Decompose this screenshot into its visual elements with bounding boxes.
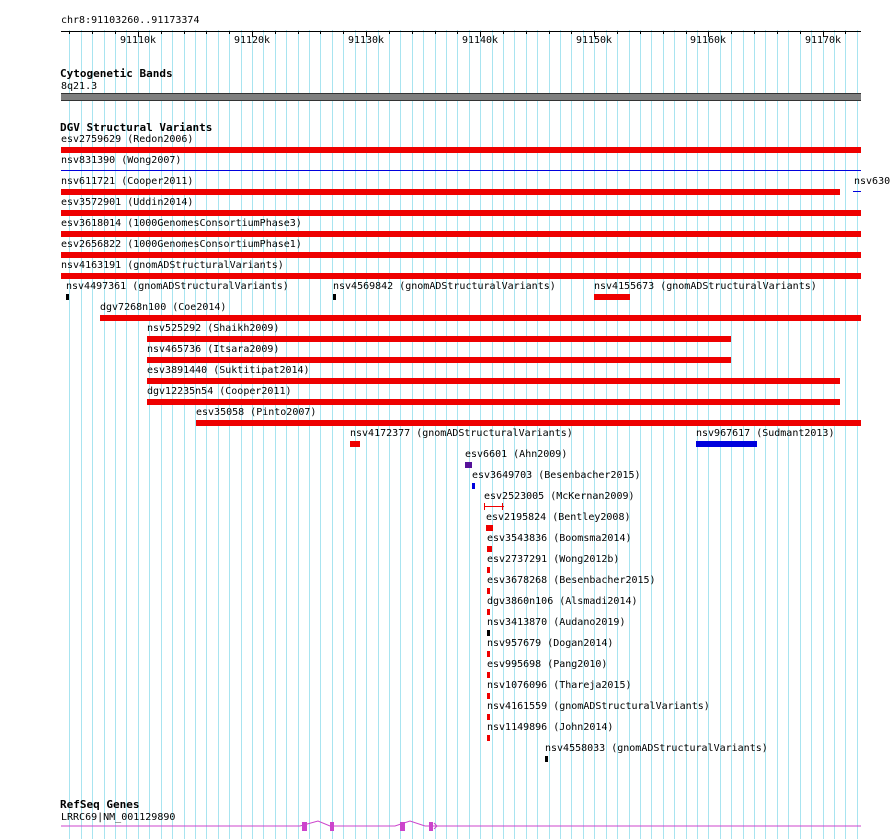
ruler-minor-tick xyxy=(229,31,230,34)
ruler-minor-tick xyxy=(412,31,413,34)
ruler-minor-tick xyxy=(480,31,481,34)
variant-label: esv3678268 (Besenbacher2015) xyxy=(487,575,656,586)
ruler-minor-tick xyxy=(617,31,618,34)
ruler-minor-tick xyxy=(115,31,116,34)
gene-exon xyxy=(400,822,405,831)
variant-label: nsv1076096 (Thareja2015) xyxy=(487,680,632,691)
position-label: chr8:91103260..91173374 xyxy=(61,15,200,26)
variant-label: esv2523005 (McKernan2009) xyxy=(484,491,635,502)
variant-label: nsv4155673 (gnomADStructuralVariants) xyxy=(594,281,817,292)
ruler-minor-tick xyxy=(549,31,550,34)
gene-exon xyxy=(302,822,307,831)
cytoband-bar xyxy=(61,93,861,101)
ruler-minor-tick xyxy=(845,31,846,34)
variant-bar[interactable] xyxy=(196,420,861,426)
ruler-minor-tick xyxy=(320,31,321,34)
ruler-minor-tick xyxy=(708,31,709,34)
variant-label: nsv4161559 (gnomADStructuralVariants) xyxy=(487,701,710,712)
variant-bar[interactable] xyxy=(147,399,840,405)
variant-label: nsv831390 (Wong2007) xyxy=(61,155,182,166)
ruler-tick-label: 91130k xyxy=(347,35,385,46)
ruler-minor-tick xyxy=(69,31,70,34)
ruler-minor-tick xyxy=(526,31,527,34)
ruler-minor-tick xyxy=(206,31,207,34)
variant-bar[interactable] xyxy=(487,735,490,741)
variant-bar[interactable] xyxy=(465,462,472,468)
variant-label: esv3543836 (Boomsma2014) xyxy=(487,533,632,544)
ruler-minor-tick xyxy=(252,31,253,34)
ruler-minor-tick xyxy=(184,31,185,34)
variant-bar[interactable] xyxy=(545,756,548,762)
variant-bar[interactable] xyxy=(61,147,861,153)
ruler-minor-tick xyxy=(92,31,93,34)
variant-bar[interactable] xyxy=(61,210,861,216)
variant-label: esv6601 (Ahn2009) xyxy=(465,449,568,460)
variant-bar[interactable] xyxy=(487,609,490,615)
ruler-line xyxy=(61,31,861,32)
variant-bar[interactable] xyxy=(853,191,861,192)
variant-label: nsv1149896 (John2014) xyxy=(487,722,614,733)
dgv-track-title: DGV Structural Variants xyxy=(60,121,213,134)
variant-bar[interactable] xyxy=(333,294,336,300)
variant-label: nsv4172377 (gnomADStructuralVariants) xyxy=(350,428,573,439)
variant-bar[interactable] xyxy=(61,252,861,258)
variant-bar[interactable] xyxy=(487,651,490,657)
variant-label: esv3572901 (Uddin2014) xyxy=(61,197,194,208)
variant-label: esv35058 (Pinto2007) xyxy=(196,407,317,418)
ruler-minor-tick xyxy=(731,31,732,34)
variant-label: dgv7268n100 (Coe2014) xyxy=(100,302,227,313)
variant-label: nsv4558033 (gnomADStructuralVariants) xyxy=(545,743,768,754)
gene-label: LRRC69|NM_001129890 xyxy=(61,812,176,823)
gene-model[interactable] xyxy=(0,818,890,839)
variant-label: esv2759629 (Redon2006) xyxy=(61,134,194,145)
variant-bar[interactable] xyxy=(487,630,490,636)
variant-bar[interactable] xyxy=(487,588,490,594)
variant-bar[interactable] xyxy=(61,231,861,237)
ruler-minor-tick xyxy=(161,31,162,34)
variant-bar[interactable] xyxy=(696,441,757,447)
ruler-tick-label: 91150k xyxy=(575,35,613,46)
variant-bar[interactable] xyxy=(487,546,492,552)
variant-label: esv3649703 (Besenbacher2015) xyxy=(472,470,641,481)
ruler-minor-tick xyxy=(754,31,755,34)
variant-label: nsv4497361 (gnomADStructuralVariants) xyxy=(66,281,289,292)
variant-label: esv2656822 (1000GenomesConsortiumPhase1) xyxy=(61,239,302,250)
variant-bar[interactable] xyxy=(594,294,630,300)
ruler-minor-tick xyxy=(663,31,664,34)
ruler-minor-tick xyxy=(503,31,504,34)
variant-bar[interactable] xyxy=(61,170,861,171)
variant-label: esv2737291 (Wong2012b) xyxy=(487,554,620,565)
ruler-minor-tick xyxy=(343,31,344,34)
variant-label: nsv4569842 (gnomADStructuralVariants) xyxy=(333,281,556,292)
variant-bar[interactable] xyxy=(147,336,731,342)
ruler-minor-tick xyxy=(138,31,139,34)
variant-label: nsv967617 (Sudmant2013) xyxy=(696,428,835,439)
ruler-minor-tick xyxy=(777,31,778,34)
ruler-minor-tick xyxy=(800,31,801,34)
variant-label: esv3618014 (1000GenomesConsortiumPhase3) xyxy=(61,218,302,229)
variant-label: nsv3413870 (Audano2019) xyxy=(487,617,626,628)
ruler-minor-tick xyxy=(594,31,595,34)
ruler-minor-tick xyxy=(571,31,572,34)
cytoband-track-title: Cytogenetic Bands xyxy=(60,67,173,80)
variant-label: nsv957679 (Dogan2014) xyxy=(487,638,614,649)
ruler-tick-label: 91160k xyxy=(689,35,727,46)
variant-label: nsv465736 (Itsara2009) xyxy=(147,344,280,355)
variant-label: nsv525292 (Shaikh2009) xyxy=(147,323,280,334)
variant-bar[interactable] xyxy=(486,525,493,531)
variant-label: esv3891440 (Suktitipat2014) xyxy=(147,365,310,376)
variant-bar[interactable] xyxy=(487,567,490,573)
ruler-minor-tick xyxy=(640,31,641,34)
gene-intron-line xyxy=(61,821,861,826)
ruler-tick-label: 91140k xyxy=(461,35,499,46)
ruler-minor-tick xyxy=(275,31,276,34)
variant-bar[interactable] xyxy=(487,693,490,699)
variant-label: nsv611721 (Cooper2011) xyxy=(61,176,194,187)
variant-label: esv2195824 (Bentley2008) xyxy=(486,512,631,523)
ruler-tick-label: 91120k xyxy=(233,35,271,46)
variant-bar[interactable] xyxy=(147,378,840,384)
variant-bar[interactable] xyxy=(487,672,490,678)
refseq-track-title: RefSeq Genes xyxy=(60,798,140,811)
variant-bar[interactable] xyxy=(100,315,861,321)
variant-bar[interactable] xyxy=(66,294,69,300)
variant-label: esv995698 (Pang2010) xyxy=(487,659,608,670)
ruler-minor-tick xyxy=(389,31,390,34)
variant-bar[interactable] xyxy=(61,273,861,279)
ruler-tick-label: 91170k xyxy=(804,35,842,46)
ruler-tick-label: 91110k xyxy=(119,35,157,46)
ruler-minor-tick xyxy=(298,31,299,34)
ruler-minor-tick xyxy=(457,31,458,34)
gene-exon xyxy=(330,822,334,831)
variant-label: dgv12235n54 (Cooper2011) xyxy=(147,386,292,397)
variant-bar[interactable] xyxy=(484,506,504,507)
variant-bar[interactable] xyxy=(147,357,731,363)
ruler-minor-tick xyxy=(435,31,436,34)
variant-label: nsv630 xyxy=(854,176,890,187)
variant-label: nsv4163191 (gnomADStructuralVariants) xyxy=(61,260,284,271)
variant-label: dgv3860n106 (Alsmadi2014) xyxy=(487,596,638,607)
variant-bar[interactable] xyxy=(487,714,490,720)
ruler-minor-tick xyxy=(823,31,824,34)
ruler-minor-tick xyxy=(366,31,367,34)
variant-bar[interactable] xyxy=(350,441,360,447)
cytoband-label: 8q21.3 xyxy=(61,81,98,92)
variant-bar[interactable] xyxy=(472,483,475,489)
variant-bar[interactable] xyxy=(61,189,840,195)
ruler-minor-tick xyxy=(686,31,687,34)
